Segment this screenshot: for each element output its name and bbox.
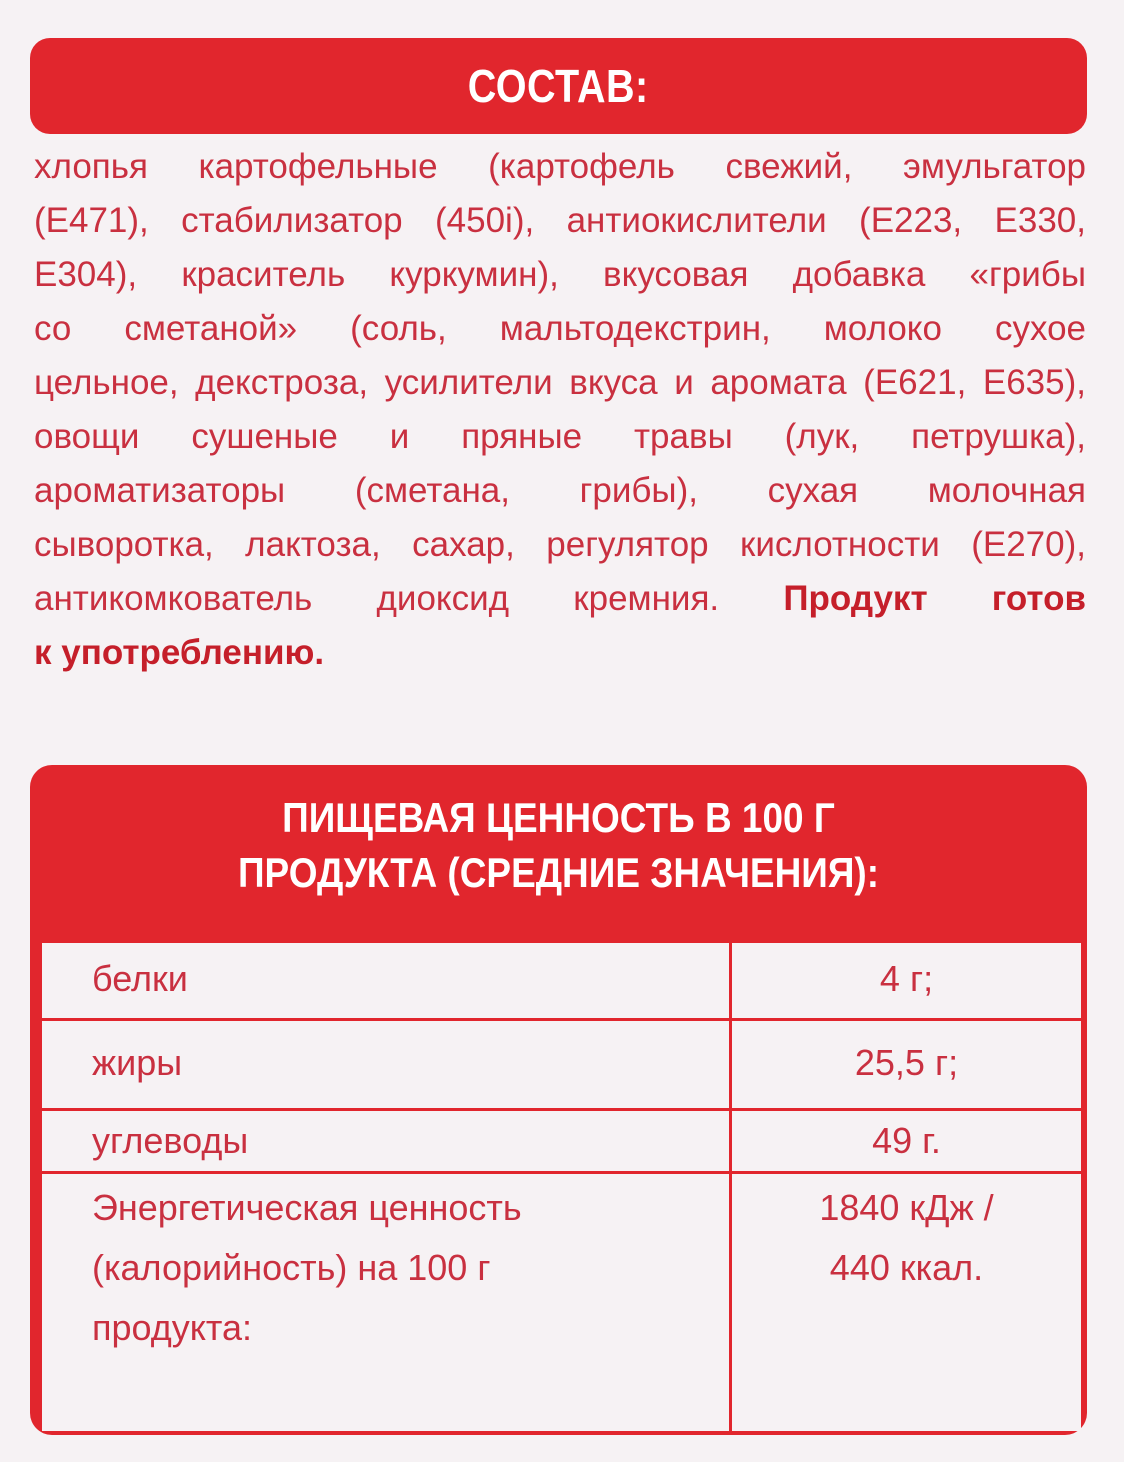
nutrition-title-line1: ПИЩЕВАЯ ЦЕННОСТЬ В 100 Г [282, 794, 835, 841]
ingredients-line: ароматизаторы (сметана, грибы), сухая молочная [34, 471, 1086, 510]
nutrition-table [42, 943, 1081, 1431]
ingredients-line: хлопья картофельные (картофель свежий, эмульгатор [34, 147, 1086, 186]
ingredients-line: со сметаной» (соль, мальтодекстрин, молоко сухое [34, 309, 1086, 348]
energy-value-line: 440 ккал. [829, 1247, 984, 1288]
nutrient-name: углеводы [42, 1111, 732, 1174]
nutrient-value: 49 г. [872, 1120, 941, 1161]
energy-label-line: Энергетическая ценность [92, 1187, 522, 1228]
table-row-energy [42, 1171, 1081, 1434]
nutrient-value: 25,5 г; [854, 1042, 959, 1083]
nutrient-value [732, 1174, 1081, 1434]
table-row-carbs [42, 1108, 1081, 1174]
energy-label-line: продукта: [92, 1307, 253, 1348]
nutrition-title [30, 790, 1087, 900]
ready-to-eat-note: Продукт готов [783, 579, 1086, 618]
ingredients-line: (E471), стабилизатор (450i), антиокислители (E223, E330, [34, 201, 1086, 240]
ingredients-text [34, 140, 1086, 680]
nutrient-name: белки [42, 943, 732, 1018]
energy-value-line: 1840 кДж / [819, 1187, 994, 1228]
ingredients-line: сыворотка, лактоза, сахар, регулятор кислотности (E270), [34, 525, 1086, 564]
ingredients-line: овощи сушеные и пряные травы (лук, петрушка), [34, 417, 1086, 456]
composition-title: СОСТАВ: [468, 60, 649, 112]
ingredients-line: антикомкователь диоксид кремния. [34, 579, 720, 618]
ingredients-line-with-note [34, 572, 1086, 626]
nutrient-name: жиры [42, 1021, 732, 1111]
ingredients-line: цельное, декстроза, усилители вкуса и аромата (E621, E635), [34, 363, 1086, 402]
nutrient-value: 4 г; [879, 958, 934, 999]
energy-label-line: (калорийность) на 100 г [92, 1247, 491, 1288]
nutrition-title-line2: ПРОДУКТА (СРЕДНИЕ ЗНАЧЕНИЯ): [237, 849, 880, 896]
nutrient-name [42, 1174, 732, 1434]
composition-banner [30, 38, 1087, 134]
table-row-protein [42, 943, 1081, 1018]
nutrition-panel [30, 765, 1087, 1435]
table-row-fat [42, 1018, 1081, 1111]
ready-to-eat-note-end: к употреблению. [34, 633, 325, 672]
ingredients-line-last [34, 626, 1086, 680]
ingredients-line: E304), краситель куркумин), вкусовая добавка «грибы [34, 255, 1086, 294]
